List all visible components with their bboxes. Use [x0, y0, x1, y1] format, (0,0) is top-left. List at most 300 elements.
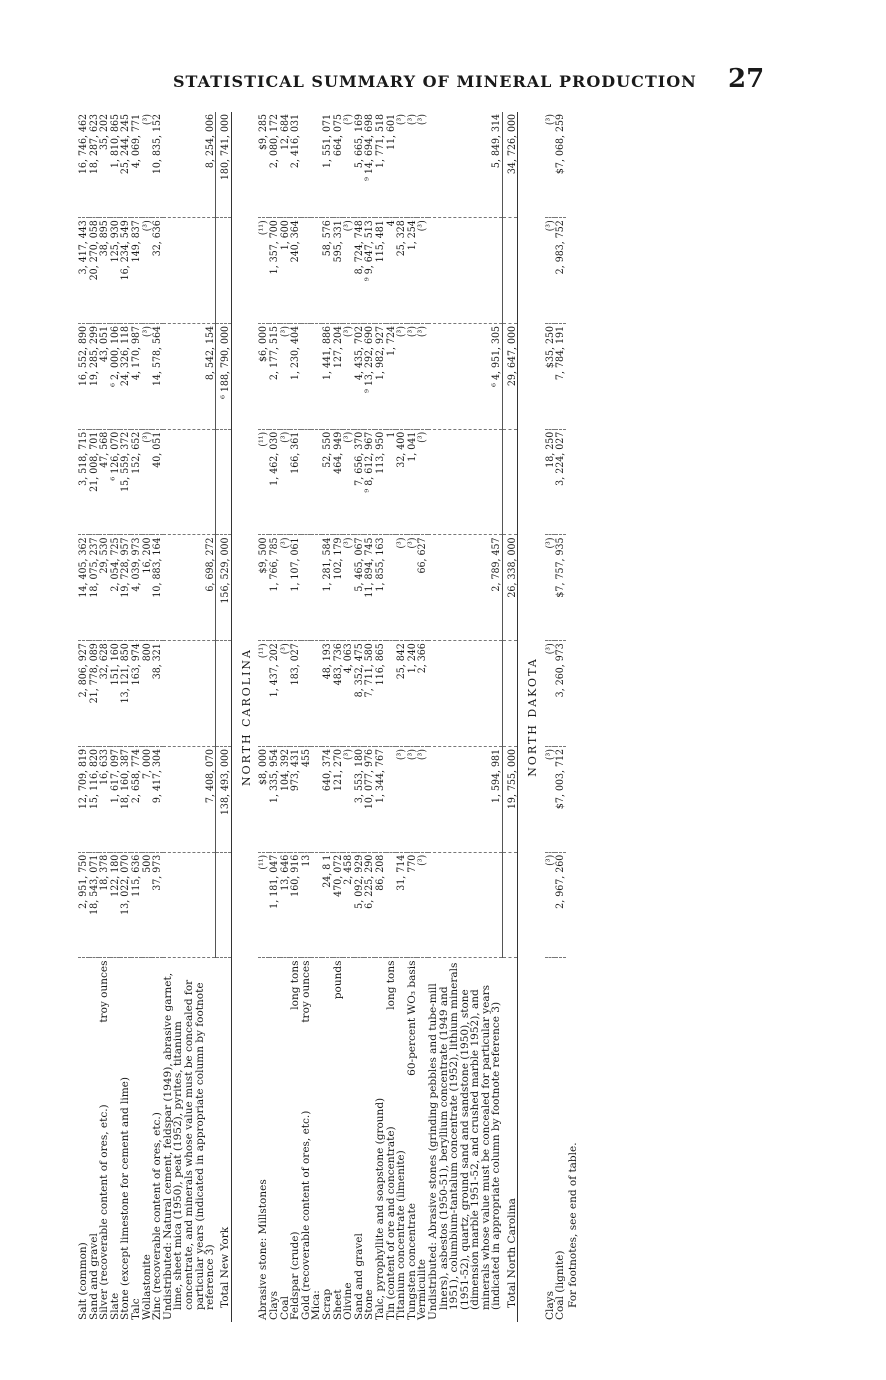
value-cell: $6, 000: [258, 324, 269, 430]
value-cell: 10, 077, 976: [364, 747, 375, 853]
value-cell: ⁹ 9, 647, 513: [364, 218, 375, 324]
value-cell: 1, 617, 097: [110, 747, 121, 853]
row-label-text: Slate: [108, 1292, 121, 1320]
value-cell: 21, 008, 701: [89, 429, 100, 535]
value-cell: [386, 747, 397, 853]
value-cell: 127, 204: [333, 324, 344, 430]
row-label-text: Talc: [129, 1298, 142, 1320]
value-cell: 16, 552, 890: [78, 324, 89, 430]
value-cell: 800: [142, 641, 153, 747]
value-cell: 1, 594, 981: [428, 747, 502, 853]
value-cell: 31, 714: [396, 852, 407, 958]
value-cell: (³): [280, 324, 291, 430]
value-cell: (³): [417, 112, 428, 218]
section-heading-row: [231, 112, 258, 1322]
value-cell: 13: [301, 852, 312, 958]
value-cell: [163, 852, 216, 958]
value-cell: 24, 8 1: [322, 852, 333, 958]
value-cell: 483, 736: [333, 641, 344, 747]
total-value-cell: 29, 647, 000: [502, 324, 518, 430]
value-cell: 10, 835, 152: [152, 112, 163, 218]
value-cell: (³): [407, 535, 418, 641]
value-cell: 121, 270: [333, 747, 344, 853]
value-cell: 5, 465, 067: [354, 535, 365, 641]
value-cell: 7, 000: [142, 747, 153, 853]
value-cell: (¹¹): [258, 429, 269, 535]
table-row: [258, 112, 269, 1322]
value-cell: 3, 518, 715: [78, 429, 89, 535]
value-cell: 5, 849, 314: [428, 112, 502, 218]
row-label-text: Talc, pyrophyllite and soapstone (ground): [373, 1097, 386, 1320]
value-cell: ⁹ 13, 292, 690: [364, 324, 375, 430]
table-row: [131, 112, 142, 1322]
value-cell: 8, 542, 154: [163, 324, 216, 430]
value-cell: 7, 408, 070: [163, 747, 216, 853]
value-cell: $7, 068, 259: [555, 112, 566, 218]
total-value-cell: [502, 852, 518, 958]
value-cell: ⁶ 126, 070: [110, 429, 121, 535]
value-cell: (³): [396, 324, 407, 430]
value-cell: 7, 656, 370: [354, 429, 365, 535]
total-value-cell: 138, 493, 000: [216, 747, 232, 853]
value-cell: 149, 837: [131, 218, 142, 324]
value-cell: 1, 344, 767: [375, 747, 386, 853]
row-label: [322, 958, 333, 1322]
value-cell: 24, 326, 118: [120, 324, 131, 430]
value-cell: $8, 000: [258, 747, 269, 853]
value-cell: 9, 417, 304: [152, 747, 163, 853]
value-cell: (³): [545, 112, 556, 218]
value-cell: 595, 331: [333, 218, 344, 324]
value-cell: (³): [343, 429, 354, 535]
value-cell: 18, 250: [545, 429, 556, 535]
value-cell: 11, 894, 745: [364, 535, 375, 641]
value-cell: 18, 075, 237: [89, 535, 100, 641]
row-label-text: Stone: [363, 1289, 376, 1320]
value-cell: 1, 810, 865: [110, 112, 121, 218]
value-cell: [428, 852, 502, 958]
value-cell: 1, 982, 927: [375, 324, 386, 430]
value-cell: 2, 967, 260: [555, 852, 566, 958]
value-cell: 37, 973: [152, 852, 163, 958]
value-cell: (³): [407, 112, 418, 218]
value-cell: 29, 530: [99, 535, 110, 641]
value-cell: 14, 405, 362: [78, 535, 89, 641]
value-cell: (³): [142, 324, 153, 430]
section-heading: NORTH DAKOTA: [518, 112, 545, 1322]
value-cell: 16, 200: [142, 535, 153, 641]
table-row: [99, 112, 110, 1322]
total-value-cell: 19, 755, 000: [502, 747, 518, 853]
value-cell: 14, 578, 564: [152, 324, 163, 430]
value-cell: 19, 728, 957: [120, 535, 131, 641]
value-cell: 43, 051: [99, 324, 110, 430]
value-cell: 1, 437, 202: [269, 641, 280, 747]
value-cell: 2, 366: [417, 641, 428, 747]
value-cell: [301, 535, 312, 641]
value-cell: (³): [545, 535, 556, 641]
value-cell: [163, 641, 216, 747]
value-cell: 16, 746, 462: [78, 112, 89, 218]
row-label: [311, 958, 322, 1322]
value-cell: 1, 724: [386, 324, 397, 430]
value-cell: 11, 601: [386, 112, 397, 218]
value-cell: ⁹ 8, 612, 967: [364, 429, 375, 535]
value-cell: 2, 080, 172: [269, 112, 280, 218]
table-row: [428, 112, 502, 1322]
value-cell: 18, 287, 623: [89, 112, 100, 218]
value-cell: 5, 092, 929: [354, 852, 365, 958]
value-cell: 66, 627: [417, 535, 428, 641]
value-cell: 4, 170, 987: [131, 324, 142, 430]
value-cell: 13, 022, 070: [120, 852, 131, 958]
value-cell: 4, 435, 702: [354, 324, 365, 430]
value-cell: 86, 208: [375, 852, 386, 958]
mineral-production-table: [78, 112, 579, 1322]
value-cell: 16, 234, 549: [120, 218, 131, 324]
row-label: [354, 958, 365, 1322]
value-cell: 2, 054, 725: [110, 535, 121, 641]
value-cell: 240, 364: [290, 218, 301, 324]
value-cell: 7, 784, 191: [555, 324, 566, 430]
value-cell: 40, 051: [152, 429, 163, 535]
row-label-text: Sand and gravel: [352, 1233, 365, 1320]
table-row: [555, 112, 566, 1322]
value-cell: 18, 543, 071: [89, 852, 100, 958]
value-cell: 116, 865: [375, 641, 386, 747]
value-cell: 664, 075: [333, 112, 344, 218]
value-cell: (³): [142, 218, 153, 324]
value-cell: $9, 500: [258, 535, 269, 641]
row-label-text: Wollastonite: [140, 1254, 153, 1320]
value-cell: 4, 039, 973: [131, 535, 142, 641]
value-cell: 1, 600: [280, 218, 291, 324]
value-cell: (³): [396, 747, 407, 853]
total-value-cell: [216, 429, 232, 535]
value-cell: 21, 778, 089: [89, 641, 100, 747]
value-cell: 25, 244, 245: [120, 112, 131, 218]
row-label-text: Tungsten concentrate: [405, 1203, 418, 1320]
value-cell: ⁹ 14, 694, 698: [364, 112, 375, 218]
total-value-cell: [502, 218, 518, 324]
value-cell: ⁶ 4, 951, 305: [428, 324, 502, 430]
table-row: [311, 112, 322, 1322]
total-row: [216, 112, 232, 1322]
value-cell: 15, 559, 372: [120, 429, 131, 535]
value-cell: (³): [417, 852, 428, 958]
value-cell: 1, 335, 954: [269, 747, 280, 853]
value-cell: 4, 069, 771: [131, 112, 142, 218]
value-cell: 1, 766, 785: [269, 535, 280, 641]
value-cell: 4: [386, 218, 397, 324]
value-cell: 122, 180: [110, 852, 121, 958]
total-value-cell: 26, 338, 000: [502, 535, 518, 641]
value-cell: (¹¹): [258, 641, 269, 747]
value-cell: 6, 698, 272: [163, 535, 216, 641]
value-cell: (³): [142, 429, 153, 535]
footnote-row: [566, 112, 579, 1322]
value-cell: (³): [417, 429, 428, 535]
value-cell: 7, 711, 580: [364, 641, 375, 747]
value-cell: 5, 665, 169: [354, 112, 365, 218]
value-cell: 115, 481: [375, 218, 386, 324]
table-body: [78, 112, 579, 1322]
value-cell: [301, 324, 312, 430]
value-cell: [301, 218, 312, 324]
value-cell: 35, 202: [99, 112, 110, 218]
value-cell: 151, 160: [110, 641, 121, 747]
value-cell: 38, 895: [99, 218, 110, 324]
value-cell: 2, 806, 927: [78, 641, 89, 747]
section-heading: NORTH CAROLINA: [231, 112, 258, 1322]
value-cell: 25, 842: [396, 641, 407, 747]
table-row: [396, 112, 407, 1322]
value-cell: 16, 633: [99, 747, 110, 853]
value-cell: 20, 270, 058: [89, 218, 100, 324]
value-cell: 8, 352, 475: [354, 641, 365, 747]
value-cell: 1, 855, 163: [375, 535, 386, 641]
table-row: [386, 112, 397, 1322]
table-row: [545, 112, 556, 1322]
value-cell: 1, 462, 030: [269, 429, 280, 535]
value-cell: 1, 181, 047: [269, 852, 280, 958]
value-cell: (³): [280, 641, 291, 747]
value-cell: 500: [142, 852, 153, 958]
value-cell: 1, 551, 071: [322, 112, 333, 218]
value-cell: (³): [343, 747, 354, 853]
row-label: [301, 958, 312, 1322]
rotated-table-frame: [78, 112, 798, 1322]
value-cell: 464, 949: [333, 429, 344, 535]
row-label-text: Tin (content of ore and concentrate): [384, 1126, 397, 1320]
row-label: [163, 958, 216, 1322]
row-unit: troy ounces: [98, 960, 111, 1023]
value-cell: 6, 225, 290: [364, 852, 375, 958]
value-cell: 640, 374: [322, 747, 333, 853]
value-cell: [428, 641, 502, 747]
value-cell: (³): [280, 535, 291, 641]
value-cell: $7, 757, 935: [555, 535, 566, 641]
value-cell: 3, 260, 973: [555, 641, 566, 747]
value-cell: (³): [545, 218, 556, 324]
value-cell: (³): [545, 747, 556, 853]
row-unit: long tons: [384, 960, 397, 1010]
value-cell: 163, 974: [131, 641, 142, 747]
value-cell: (¹¹): [258, 218, 269, 324]
row-unit: pounds: [331, 960, 344, 1000]
value-cell: 3, 417, 443: [78, 218, 89, 324]
value-cell: (³): [396, 112, 407, 218]
value-cell: [163, 218, 216, 324]
table-row: [301, 112, 312, 1322]
row-label-text: Salt (common): [77, 1242, 89, 1320]
value-cell: 19, 285, 299: [89, 324, 100, 430]
value-cell: 166, 361: [290, 429, 301, 535]
value-cell: $9, 285: [258, 112, 269, 218]
value-cell: 47, 568: [99, 429, 110, 535]
value-cell: 1, 281, 584: [322, 535, 333, 641]
table-row: [120, 112, 131, 1322]
value-cell: 125, 930: [110, 218, 121, 324]
value-cell: (³): [407, 747, 418, 853]
value-cell: $35, 250: [545, 324, 556, 430]
page-number: 27: [728, 64, 765, 94]
value-cell: 1: [386, 429, 397, 535]
row-label-text: Abrasive stone: Millstones: [257, 1179, 270, 1320]
value-cell: ⁶ 2, 000, 106: [110, 324, 121, 430]
value-cell: 183, 027: [290, 641, 301, 747]
row-label-text: Undistributed: Natural cement, feldspar (1949), abrasive garnet, lime, sheet mica (1950), peat (1952), pyrites, titanium concentrate, and minerals whose value must be concealed for particular years (indicated in appropriate column by footnote reference 3): [161, 972, 217, 1320]
value-cell: 2, 458: [343, 852, 354, 958]
value-cell: 2, 177, 515: [269, 324, 280, 430]
value-cell: [301, 429, 312, 535]
value-cell: (³): [407, 324, 418, 430]
value-cell: (³): [545, 641, 556, 747]
value-cell: 1, 107, 061: [290, 535, 301, 641]
value-cell: [301, 641, 312, 747]
value-cell: 32, 400: [396, 429, 407, 535]
value-cell: 973, 431: [290, 747, 301, 853]
row-label-text: Sheet: [331, 1289, 344, 1320]
row-label-text: Sand and gravel: [87, 1233, 100, 1320]
row-label: [99, 958, 110, 1322]
value-cell: 15, 116, 820: [89, 747, 100, 853]
row-label: [428, 958, 502, 1322]
value-cell: 1, 771, 518: [375, 112, 386, 218]
table-row: [354, 112, 365, 1322]
running-title: STATISTICAL SUMMARY OF MINERAL PRODUCTION: [173, 72, 697, 91]
row-unit: long tons: [289, 960, 302, 1010]
value-cell: (³): [343, 112, 354, 218]
section-heading-row: [518, 112, 545, 1322]
value-cell: (³): [343, 218, 354, 324]
table-row: [78, 112, 89, 1322]
row-label-text: Scrap: [320, 1288, 333, 1320]
value-cell: 8, 254, 006: [163, 112, 216, 218]
value-cell: 160, 916: [290, 852, 301, 958]
row-label: [555, 958, 566, 1322]
value-cell: 32, 636: [152, 218, 163, 324]
value-cell: [428, 429, 502, 535]
value-cell: 12, 684: [280, 112, 291, 218]
value-cell: 1, 240: [407, 641, 418, 747]
row-label-text: Mica:: [310, 1290, 323, 1320]
value-cell: (³): [142, 112, 153, 218]
table-row: [269, 112, 280, 1322]
row-label-text: Vermiculite: [416, 1259, 429, 1320]
total-value-cell: 156, 529, 000: [216, 535, 232, 641]
value-cell: 455: [301, 747, 312, 853]
row-label-text: Undistributed: Abrasive stones (grinding pebbles and tube-mill liners), asbestos (1950-51), beryllium concentrate (1949 and 1951), columbium-tantalum concentrate (1952), lithium minerals (1951-52), quartz, ground sand and sandstone (1950), stone (dimension marble 1951-52, and crushed marble 1952), and minerals whose value must be concealed for particular years (indicated in appropriate column by footnote reference 3): [426, 962, 503, 1320]
total-value-cell: [502, 641, 518, 747]
row-label: [269, 958, 280, 1322]
total-value-cell: 180, 741, 000: [216, 112, 232, 218]
value-cell: 115, 636: [131, 852, 142, 958]
value-cell: 8, 724, 748: [354, 218, 365, 324]
total-value-cell: 34, 726, 000: [502, 112, 518, 218]
value-cell: 13, 646: [280, 852, 291, 958]
value-cell: (³): [417, 324, 428, 430]
row-label-text: Silver (recoverable content of ores, etc.): [98, 1104, 111, 1320]
value-cell: 470, 072: [333, 852, 344, 958]
total-value-cell: [216, 852, 232, 958]
value-cell: 2, 983, 752: [555, 218, 566, 324]
table-row: [333, 112, 344, 1322]
value-cell: [386, 535, 397, 641]
value-cell: 32, 628: [99, 641, 110, 747]
value-cell: 48, 193: [322, 641, 333, 747]
row-label: [258, 958, 269, 1322]
total-label: Total New York: [219, 1226, 232, 1308]
value-cell: 2, 789, 457: [428, 535, 502, 641]
value-cell: 1, 357, 700: [269, 218, 280, 324]
value-cell: 102, 179: [333, 535, 344, 641]
row-label-text: Clays: [268, 1291, 280, 1320]
value-cell: $7, 003, 712: [555, 747, 566, 853]
value-cell: (¹¹): [258, 852, 269, 958]
value-cell: 25, 328: [396, 218, 407, 324]
value-cell: 1, 254: [407, 218, 418, 324]
value-cell: 1, 041: [407, 429, 418, 535]
row-label-text: Gold (recoverable content of ores, etc.): [299, 1110, 312, 1320]
value-cell: 1, 441, 886: [322, 324, 333, 430]
table-row: [407, 112, 418, 1322]
value-cell: 770: [407, 852, 418, 958]
row-label-text: Coal: [278, 1296, 291, 1320]
row-label-text: Stone (except limestone for cement and lime): [119, 1077, 132, 1320]
value-cell: [301, 112, 312, 218]
row-label-text: Feldspar (crude): [289, 1231, 302, 1320]
value-cell: 3, 553, 180: [354, 747, 365, 853]
table-row: [322, 112, 333, 1322]
total-value-cell: ⁶ 188, 790, 000: [216, 324, 232, 430]
total-value-cell: [216, 641, 232, 747]
row-label-text: Coal (lignite): [554, 1250, 567, 1320]
value-cell: (³): [396, 535, 407, 641]
value-cell: 13, 121, 850: [120, 641, 131, 747]
row-unit: 60-percent WO₃ basis: [405, 960, 418, 1076]
row-label-text: Zinc (recoverable content of ores, etc.): [151, 1112, 164, 1320]
total-value-cell: [216, 218, 232, 324]
value-cell: 10, 883, 164: [152, 535, 163, 641]
value-cell: (³): [417, 218, 428, 324]
table-row: [280, 112, 291, 1322]
table-row: [163, 112, 216, 1322]
value-cell: 12, 709, 819: [78, 747, 89, 853]
value-cell: 52, 550: [322, 429, 333, 535]
value-cell: 2, 658, 774: [131, 747, 142, 853]
value-cell: 18, 378: [99, 852, 110, 958]
value-cell: 113, 950: [375, 429, 386, 535]
value-cell: 152, 652: [131, 429, 142, 535]
row-label: [333, 958, 344, 1322]
value-cell: [428, 218, 502, 324]
row-label-text: Clays: [543, 1291, 556, 1320]
footnote-text: For footnotes, see end of table.: [566, 1142, 579, 1308]
page-header: [0, 60, 886, 100]
value-cell: (³): [343, 535, 354, 641]
row-label-text: Titanium concentrate (ilmenite): [395, 1150, 408, 1320]
row-label-text: Olivine: [342, 1282, 355, 1320]
row-label: [120, 958, 131, 1322]
value-cell: 58, 576: [322, 218, 333, 324]
value-cell: (³): [343, 324, 354, 430]
total-row: [502, 112, 518, 1322]
value-cell: [163, 429, 216, 535]
value-cell: 18, 160, 387: [120, 747, 131, 853]
value-cell: 2, 416, 031: [290, 112, 301, 218]
value-cell: 1, 230, 404: [290, 324, 301, 430]
